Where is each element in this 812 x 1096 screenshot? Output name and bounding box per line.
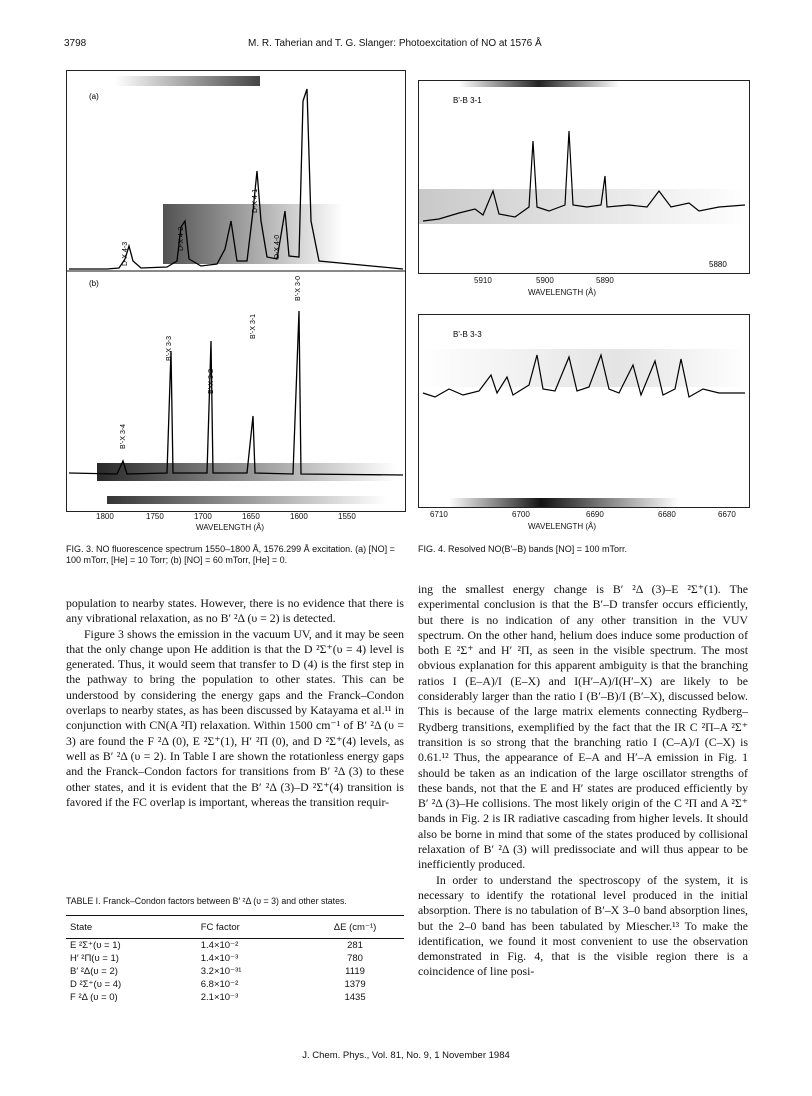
figure-3 (66, 70, 406, 512)
tick-label: 1800 (96, 512, 114, 521)
fig4-top-ticks (418, 276, 748, 288)
tick-label: 5900 (536, 276, 554, 285)
tick-label: 6680 (658, 510, 676, 519)
figure-4-bottom (418, 314, 750, 508)
paragraph: ing the smallest energy change is B′ ²Δ (3)–E ²Σ⁺(1). The experimental conclusion is that the B′–D transfer occurs efficiently, but there is no indication of any other transition in the VUV spectrum. On the other hand, helium does induce some production of both E ²Σ⁺ and H′ ²Π, as seen in the visible spectrum. The most obvious explanation for this apparent ambiguity is that the branching ratios I (E–A)/I (E–X) and I(H′–A)/I(H′–X) are likely to be considerably larger than the ratio I (B′–B)/I (B′–X), discussed below. This is because of the large matrix elements connecting Rydberg–Rydberg transitions, exemplified by the fact that the IR C ²Π–A ²Σ⁺ transition is so strong that the branching ratio I (C–A)/I (C–X) is 0.61.¹² Thus, the appearance of E–A and H′–A emission in Fig. 1 should be taken as an indication of the large oscillator strengths of these bands, not that the E and H′ states are produced efficiently by B′ ²Δ (3)–He collisions. The most likely origin of the C ²Π and A ²Σ⁺ bands in Fig. 2 is IR radiative cascading from higher levels. It should also be borne in mind that some of the states produced by collisional relaxation of B′ ²Δ (3) will predissociate and will thus appear to be inefficiently produced. (418, 582, 748, 872)
fig3-caption: FIG. 3. NO fluorescence spectrum 1550–1800 Å, 1576.299 Å excitation. (a) [NO] = 100 mTorr, [He] = 10 Torr; (b) [NO] = 60 mTorr, [He] = 0. (66, 544, 395, 565)
panel-label: B'-B 3-3 (453, 330, 482, 339)
table-row (66, 952, 404, 965)
band-label: B'-X 3-4 (120, 423, 127, 449)
right-column (418, 582, 748, 980)
scan-artifact-bar (459, 81, 619, 87)
band-label: D-X 4-1 (252, 188, 259, 213)
running-title: M. R. Taherian and T. G. Slanger: Photoexcitation of NO at 1576 Å (248, 38, 542, 49)
spectrum-b (69, 311, 403, 475)
band-label: B'-X 3-1 (250, 313, 257, 339)
figure-3-plot (67, 71, 405, 511)
table-cell: B′ ²Δ(υ = 2) (70, 966, 118, 977)
table-grid (66, 915, 404, 1008)
tick-label: 1700 (194, 512, 212, 521)
scan-artifact-band (419, 349, 749, 387)
table-cell: 3.2×10⁻³¹ (200, 966, 242, 977)
table-cell: 6.8×10⁻² (200, 979, 239, 990)
table-cell: 1.4×10⁻² (200, 940, 239, 951)
table-cell: 1379 (344, 979, 366, 990)
table-cell: E ²Σ⁺(υ = 1) (70, 940, 121, 951)
band-label: D-X 4-0 (274, 234, 281, 259)
panel-a-label: (a) (89, 92, 99, 101)
paragraph: population to nearby states. However, there is no evidence that there is any vibrational relaxation, as no B′ ²Δ (υ = 2) is detected. (66, 596, 404, 626)
fig4-bottom-ticks (418, 510, 748, 522)
page-number: 3798 (64, 38, 87, 49)
table-cell: 1435 (344, 992, 366, 1003)
table-row (66, 978, 404, 991)
scan-artifact-bar (107, 496, 387, 504)
panel-label: B'-B 3-1 (453, 96, 482, 105)
tick-label: 5910 (474, 276, 492, 285)
table-cell: 1119 (345, 966, 365, 977)
table-cell: 281 (347, 940, 363, 951)
table-cell: H′ ²Π(υ = 1) (70, 953, 119, 964)
tick-label: 1750 (146, 512, 164, 521)
table-row (66, 965, 404, 978)
figure-4-top-plot (419, 81, 749, 273)
scan-artifact-bar (449, 498, 679, 507)
table-caption: TABLE I. Franck–Condon factors between B′ ²Δ (υ = 3) and other states. (66, 896, 347, 906)
tick-label: 6710 (430, 510, 448, 519)
figure-4-bottom-plot (419, 315, 749, 507)
panel-b-label: (b) (89, 279, 99, 288)
table-cell: 780 (347, 953, 363, 964)
table-header: FC factor (181, 916, 306, 939)
band-label: B'-X 3-0 (295, 275, 302, 301)
paragraph: In order to understand the spectroscopy of the system, it is necessary to identify the rotational level produced in the initial absorption. There is no tabulation of B′–X 3–0 band absorption lines, but the 2–0 band has been tabulated by Miescher.¹³ To make the identification, we found it most convenient to use the observation demonstrated in Fig. 4, that is the visible region there is a coincidence of line posi- (418, 872, 748, 979)
table-cell: 2.1×10⁻³ (200, 992, 239, 1003)
tick-label: 5890 (596, 276, 614, 285)
tick-label: 5880 (709, 260, 727, 269)
table-row (66, 939, 404, 953)
tick-label: 6670 (718, 510, 736, 519)
table-cell: 1.4×10⁻³ (200, 953, 239, 964)
table-cell: F ²Δ (υ = 0) (70, 992, 118, 1003)
paragraph: Figure 3 shows the emission in the vacuum UV, and it may be seen that the only change upon He addition is that the D ²Σ⁺(υ = 4) level is generated. Thus, it would seem that transfer to D (4) is the first step in the pathway to bring the population to other states. This can be understood by considering the energy gaps and the Franck–Condon overlaps to nearby states, as has been discussed by Katayama et al.¹¹ in conjunction with CN(A ²Π) relaxation. Within 1500 cm⁻¹ of B′ ²Δ (υ = 3) are found the F ²Δ (0), E ²Σ⁺(1), H′ ²Π (0), and D ²Σ⁺(4) levels, as well as B′ ²Δ (υ = 2). In Table I are shown the rotationless energy gaps and the Franck–Condon factors for transitions from B′ ²Δ (3) to these other states, and it is evident that the B′ ²Δ (3)–D ²Σ⁺(4) transition is favored if the FC overlap is important, whereas the transition requir- (66, 626, 404, 809)
tick-label: 6690 (586, 510, 604, 519)
band-label: B'-X 3-3 (166, 335, 173, 361)
tick-label: 1550 (338, 512, 356, 521)
fig4-top-axis-title: WAVELENGTH (Å) (528, 288, 597, 297)
footer-citation: J. Chem. Phys., Vol. 81, No. 9, 1 November 1984 (302, 1050, 510, 1061)
table-header: State (66, 916, 181, 939)
tick-label: 1650 (242, 512, 260, 521)
fig3-axis-title: WAVELENGTH (Å) (196, 523, 265, 532)
table-cell: D ²Σ⁺(υ = 4) (70, 979, 122, 990)
table-row (66, 991, 404, 1008)
tick-label: 1600 (290, 512, 308, 521)
table-header: ΔE (cm⁻¹) (306, 916, 404, 939)
scan-artifact-bar (115, 76, 260, 86)
band-label: B'-X 3-2 (208, 368, 215, 394)
figure-4-top (418, 80, 750, 274)
fig4-caption: FIG. 4. Resolved NO(B'–B) bands [NO] = 100 mTorr. (418, 544, 628, 554)
tick-label: 6700 (512, 510, 530, 519)
table-1 (66, 896, 404, 1008)
band-label: D-X 4-2 (178, 226, 185, 251)
band-label: D-X 4-3 (122, 241, 129, 266)
fig4-bottom-axis-title: WAVELENGTH (Å) (528, 522, 597, 531)
left-column (66, 596, 404, 810)
